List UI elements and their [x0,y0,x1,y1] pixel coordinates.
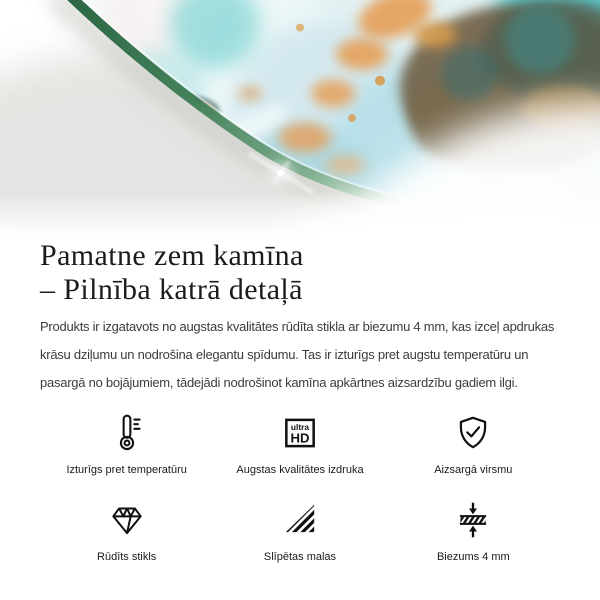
beveled-edges-icon [278,498,322,542]
ultra-hd-icon-text-hd: HD [290,430,310,446]
feature-temperature-resistant [40,411,213,478]
feature-label: Izturīgs pret temperatūru [66,464,187,476]
ultra-hd-icon-text-ultra: ultra [290,422,310,433]
shield-check-icon [451,411,495,455]
feature-label: Slīpētas malas [263,551,337,563]
feature-surface-protection [387,411,560,478]
product-copy [0,239,600,565]
feature-label: Biezums 4 mm [436,551,510,563]
feature-tempered-glass [40,498,213,565]
title-line-1: Pamatne zem kamīna [40,239,304,272]
feature-beveled-edges [213,498,386,565]
feature-thickness [387,498,560,565]
title-line-2: – Pilnība katrā detaļā [40,273,303,306]
feature-label: Aizsargā virsmu [434,464,513,476]
product-photo [0,0,600,236]
features-grid [40,411,560,565]
ultra-hd-icon [278,411,322,455]
glass-panel-image [0,0,600,236]
thermometer-icon [105,411,149,455]
diamond-icon [105,498,149,542]
product-description: Produkts ir izgatavots no augstas kvalitātes rūdīta stikla ar biezumu 4 mm, kas izceļ apdrukas krāsu dziļumu un nodrošina elegantu spīdumu. Tas ir izturīgs pret augstu temperatūru un pasargā no bojājumiem, tādejādi nodrošinot kamīna apkārtnes aizsardzību gadiem ilgi. [40,319,555,390]
feature-label: Rūdīts stikls [97,551,157,563]
feature-print-quality [213,411,386,478]
page-title [40,239,560,307]
feature-label: Augstas kvalitātes izdruka [236,464,364,476]
thickness-icon [451,498,495,542]
